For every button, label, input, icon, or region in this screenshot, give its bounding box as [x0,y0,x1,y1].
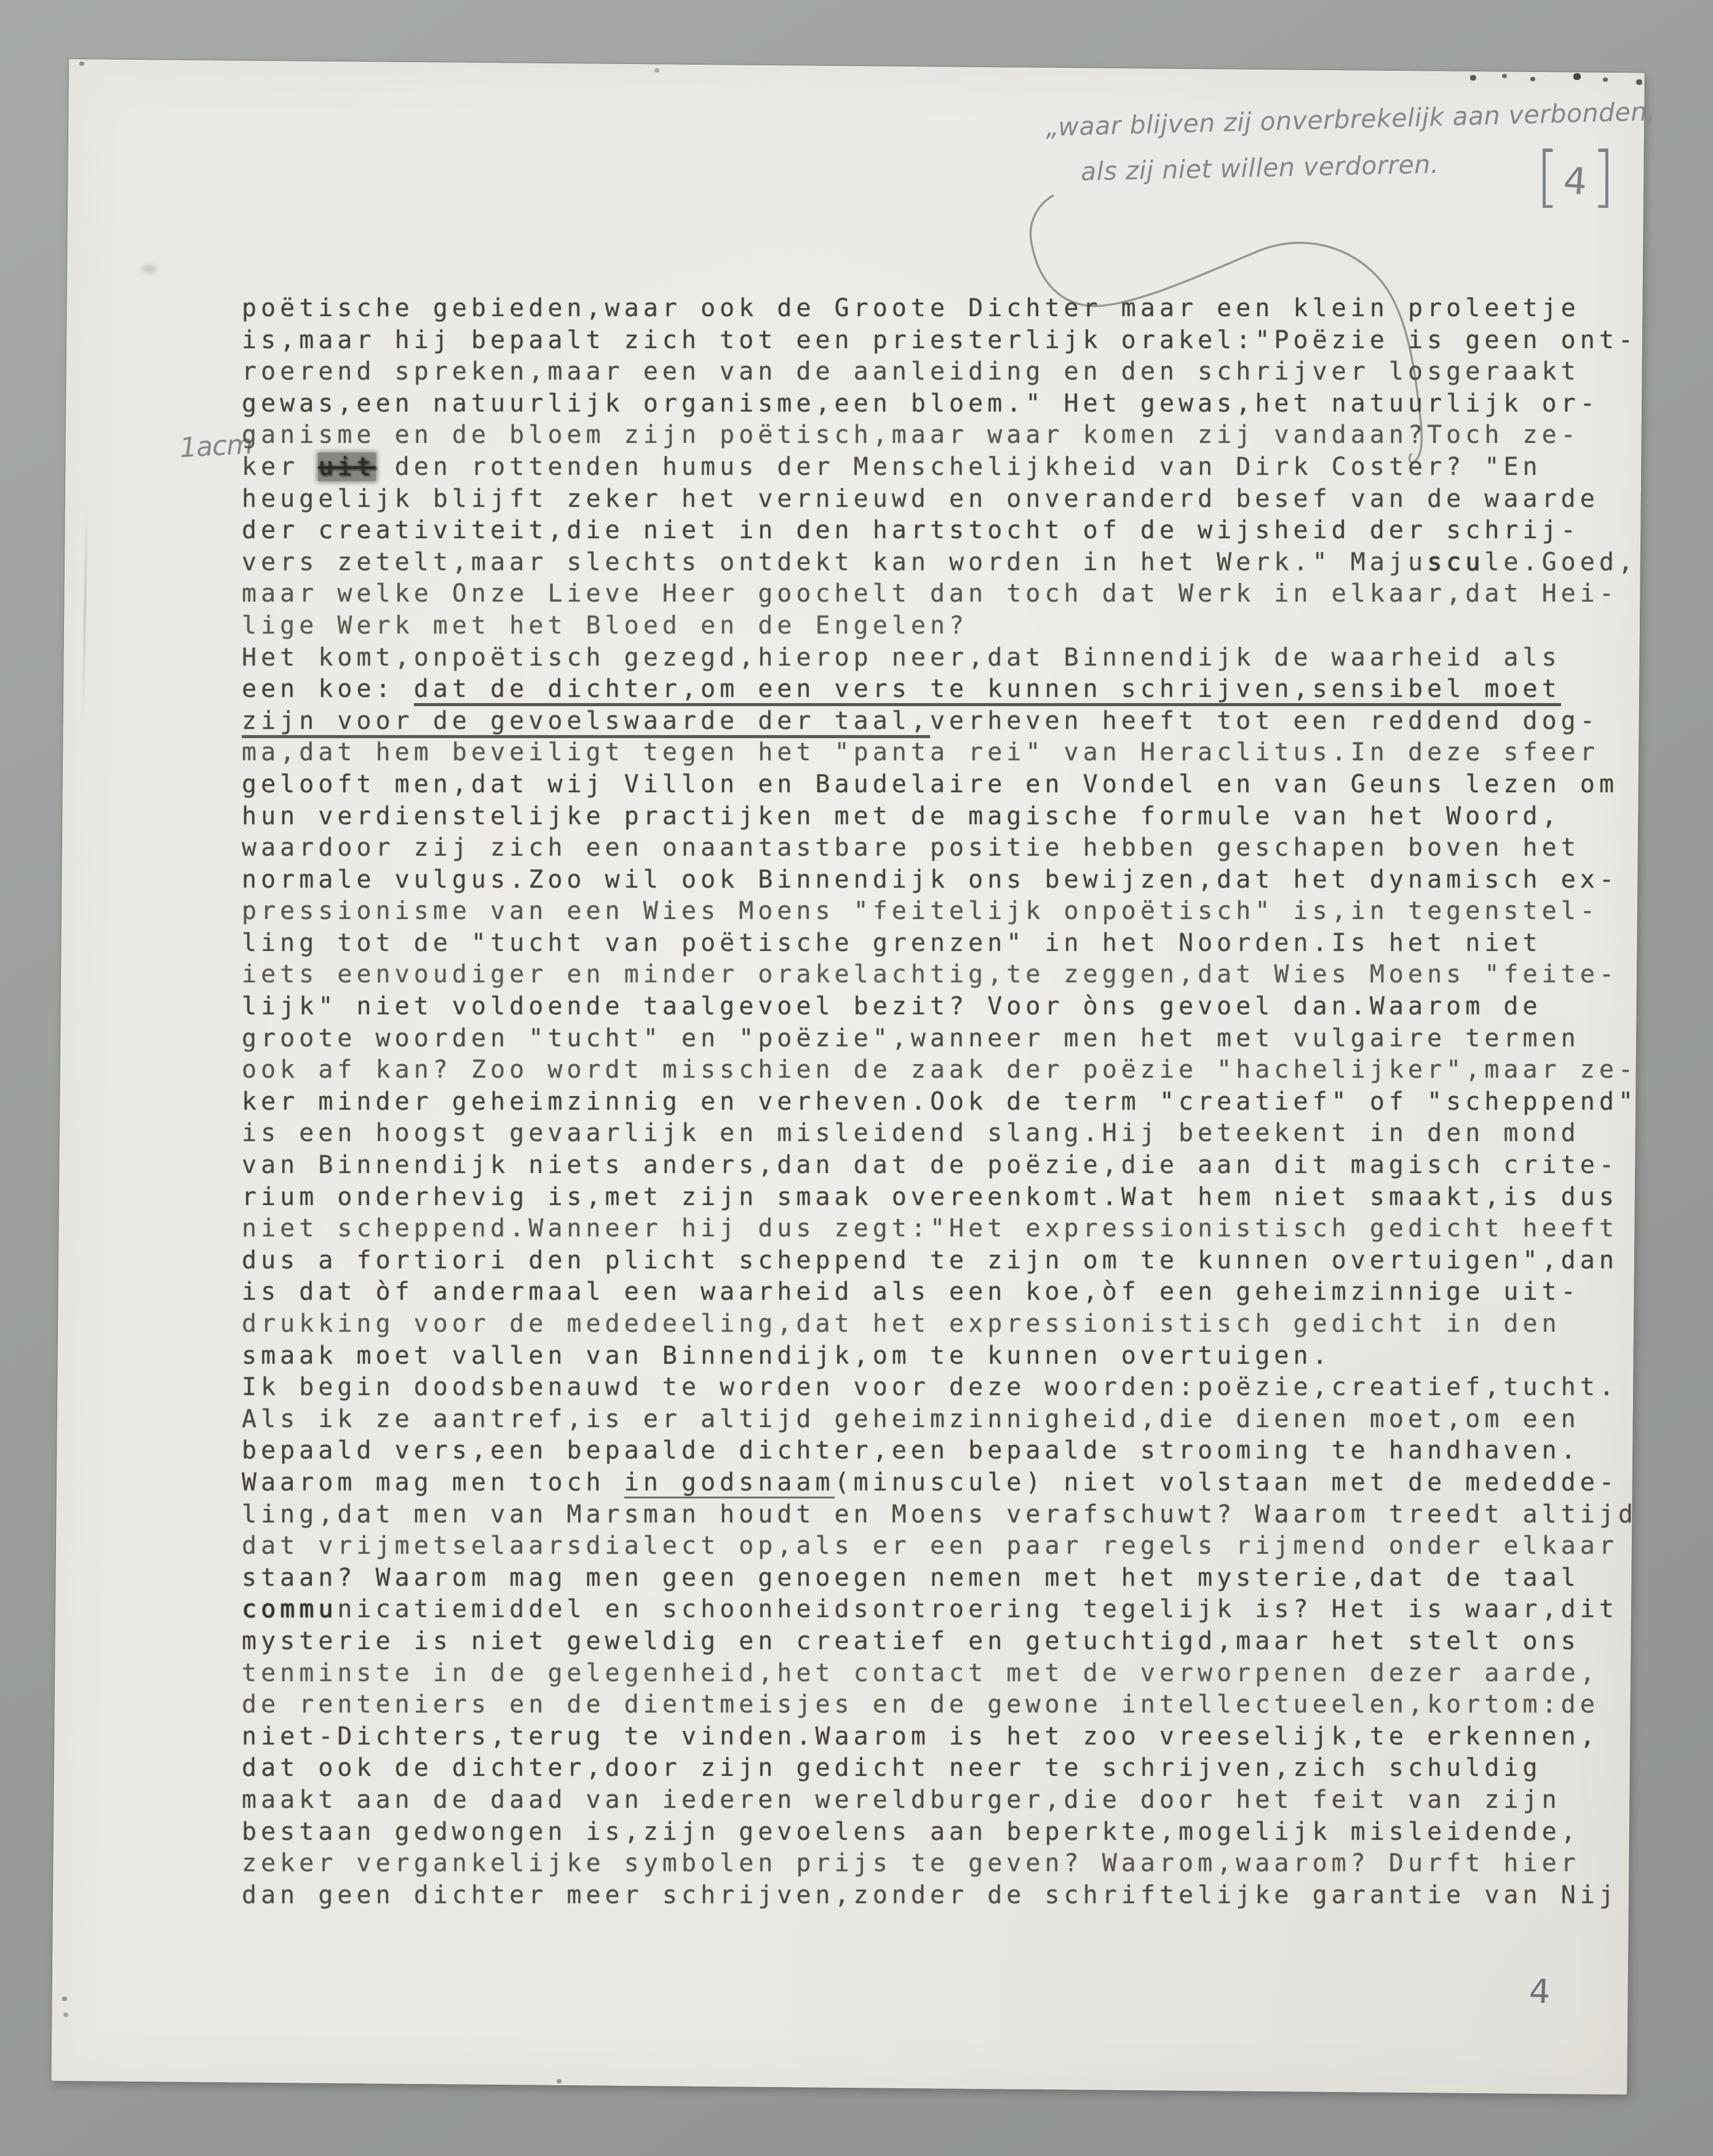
typescript-line: is dat òf andermaal een waarheid als een koe,òf een geheimzinnige uit- [242,1278,1580,1307]
typescript-line: ker uit den rottenden humus der Menschelijkheid van Dirk Coster? "En [242,452,1542,481]
paper-smudge [141,265,157,273]
typescript-line: waardoor zij zich een onaantastbare positie hebben geschapen boven het [242,833,1580,862]
bracket-open: [ [1536,138,1560,215]
corner-page-number [1536,138,1615,215]
typescript-line: staan? Waarom mag men geen genoegen nemen met het mysterie,dat de taal [242,1563,1580,1592]
typescript-line: roerend spreken,maar een van de aanleiding en den schrijver losgeraakt [242,357,1580,386]
typescript-line: gewas,een natuurlijk organisme,een bloem." Het gewas,het natuurlijk or- [242,389,1599,418]
typescript-line: bestaan gedwongen is,zijn gevoelens aan beperkte,mogelijk misleidende, [242,1817,1580,1846]
typescript-line: is een hoogst gevaarlijk en misleidend slang.Hij beteekent in den mond [242,1119,1580,1148]
typescript-line: Het komt,onpoëtisch gezegd,hierop neer,dat Binnendijk de waarheid als [242,643,1561,672]
typescript-line: der creativiteit,die niet in den hartstocht of de wijsheid der schrij- [242,516,1580,545]
typescript-line: maakt aan de daad van iederen wereldburger,die door het feit van zijn [242,1785,1561,1814]
typescript-line: communicatiemiddel en schoonheidsontroering tegelijk is? Het is waar,dit [242,1595,1618,1624]
typescript-line: ling tot de "tucht van poëtische grenzen" in het Noorden.Is het niet [242,928,1542,957]
typescript-line: lige Werk met het Bloed en de Engelen? [242,611,969,640]
handwritten-note-line2: als zij niet willen verdorren. [1080,149,1439,187]
typescript-line: dus a fortiori den plicht scheppend te zijn om te kunnen overtuigen",dan [242,1246,1618,1275]
typescript-line: een koe: dat de dichter,om een vers te kunnen schrijven,sensibel moet [242,674,1651,706]
typescript-line: poëtische gebieden,waar ook de Groote Dichter maar een klein proleetje [242,294,1580,322]
typescript-line: ma,dat hem beveiligt tegen het "panta rei" van Heraclitus.In deze sfeer [242,738,1599,767]
bracket-close: ] [1591,138,1615,215]
margin-note: 1acm [178,428,253,464]
typescript-line: rium onderhevig is,met zijn smaak overeenkomt.Wat hem niet smaakt,is dus [242,1182,1618,1211]
typescript-line: Waarom mag men toch in godsnaam(minuscule) niet volstaan met de mededde- [242,1467,1651,1499]
typescript-line: van Binnendijk niets anders,dan dat de poëzie,die aan dit magisch crite- [242,1151,1618,1180]
typescript-line: iets eenvoudiger en minder orakelachtig,te zeggen,dat Wies Moens "feite- [242,960,1618,989]
typescript-line: ling,dat men van Marsman houdt en Moens verafschuwt? Waarom treedt altijd [242,1500,1637,1529]
typescript-line: heugelijk blijft zeker het vernieuwd en onveranderd besef van de waarde [242,484,1599,513]
typescript-line: pressionisme van een Wies Moens "feitelijk onpoëtisch" is,in tegenstel- [242,897,1599,926]
typescript-line: ker minder geheimzinnig en verheven.Ook de term "creatief" of "scheppend" [242,1087,1637,1116]
typescript-line: de renteniers en de dientmeisjes en de gewone intellectueelen,kortom:de [242,1690,1599,1719]
typescript-line: vers zetelt,maar slechts ontdekt kan worden in het Werk." Majuscule.Goed, [242,547,1637,576]
corner-page-number-value: 4 [1562,159,1589,204]
typescript-line: Ik begin doodsbenauwd te worden voor deze woorden:poëzie,creatief,tucht. [242,1373,1618,1402]
typescript-line: smaak moet vallen van Binnendijk,om te kunnen overtuigen. [242,1341,1332,1370]
typescript-line: niet-Dichters,terug te vinden.Waarom is het zoo vreeselijk,te erkennen, [242,1722,1599,1751]
typescript-line: groote woorden "tucht" en "poëzie",wanneer men het met vulgaire termen [242,1024,1580,1052]
typescript-line: bepaald vers,een bepaalde dichter,een bepaalde strooming te handhaven. [242,1436,1580,1465]
typescript-line: is,maar hij bepaalt zich tot een priesterlijk orakel:"Poëzie is geen ont- [242,325,1637,354]
typescript-line: normale vulgus.Zoo wil ook Binnendijk ons bewijzen,dat het dynamisch ex- [242,865,1618,894]
typescript-line: Als ik ze aantref,is er altijd geheimzinnigheid,die dienen moet,om een [242,1404,1580,1433]
typescript-line: ganisme en de bloem zijn poëtisch,maar waar komen zij vandaan?Toch ze- [242,421,1580,450]
typescript-line: dan geen dichter meer schrijven,zonder de schriftelijke garantie van Nij [242,1880,1618,1909]
typescript-line: hun verdienstelijke practijken met de magische formule van het Woord, [242,802,1561,830]
typescript-line: gelooft men,dat wij Villon en Baudelaire en Vondel en van Geuns lezen om [242,770,1618,798]
typescript-line: zeker vergankelijke symbolen prijs te geven? Waarom,waarom? Durft hier [242,1849,1580,1878]
typescript-line: drukking voor de mededeeling,dat het expressionistisch gedicht in den [242,1310,1561,1338]
handwritten-note-line1: „waar blijven zij onverbrekelijk aan verbonden, [1045,97,1656,142]
typescript-line: tenminste in de gelegenheid,het contact met de verworpenen dezer aarde, [242,1658,1599,1687]
bottom-page-number: 4 [1528,1971,1551,2011]
typescript-line: dat vrijmetselaarsdialect op,als er een paar regels rijmend onder elkaar [242,1532,1618,1561]
typescript-line: maar welke Onze Lieve Heer goochelt dan toch dat Werk in elkaar,dat Hei- [242,579,1618,608]
typescript-line: ook af kan? Zoo wordt misschien de zaak der poëzie "hachelijker",maar ze- [242,1056,1637,1084]
typescript-line: mysterie is niet geweldig en creatief en getuchtigd,maar het stelt ons [242,1626,1580,1655]
typescript-line: zijn voor de gevoelswaarde der taal,verheven heeft tot een reddend dog- [242,706,1651,738]
typescript-line: lijk" niet voldoende taalgevoel bezit? Voor òns gevoel dan.Waarom de [242,992,1542,1021]
typescript-line: dat ook de dichter,door zijn gedicht neer te schrijven,zich schuldig [242,1754,1542,1783]
typescript-line: niet scheppend.Wanneer hij dus zegt:"Het expressionistisch gedicht heeft [242,1214,1618,1243]
typescript-block [242,293,1651,1941]
edge-specks [0,0,4,3]
